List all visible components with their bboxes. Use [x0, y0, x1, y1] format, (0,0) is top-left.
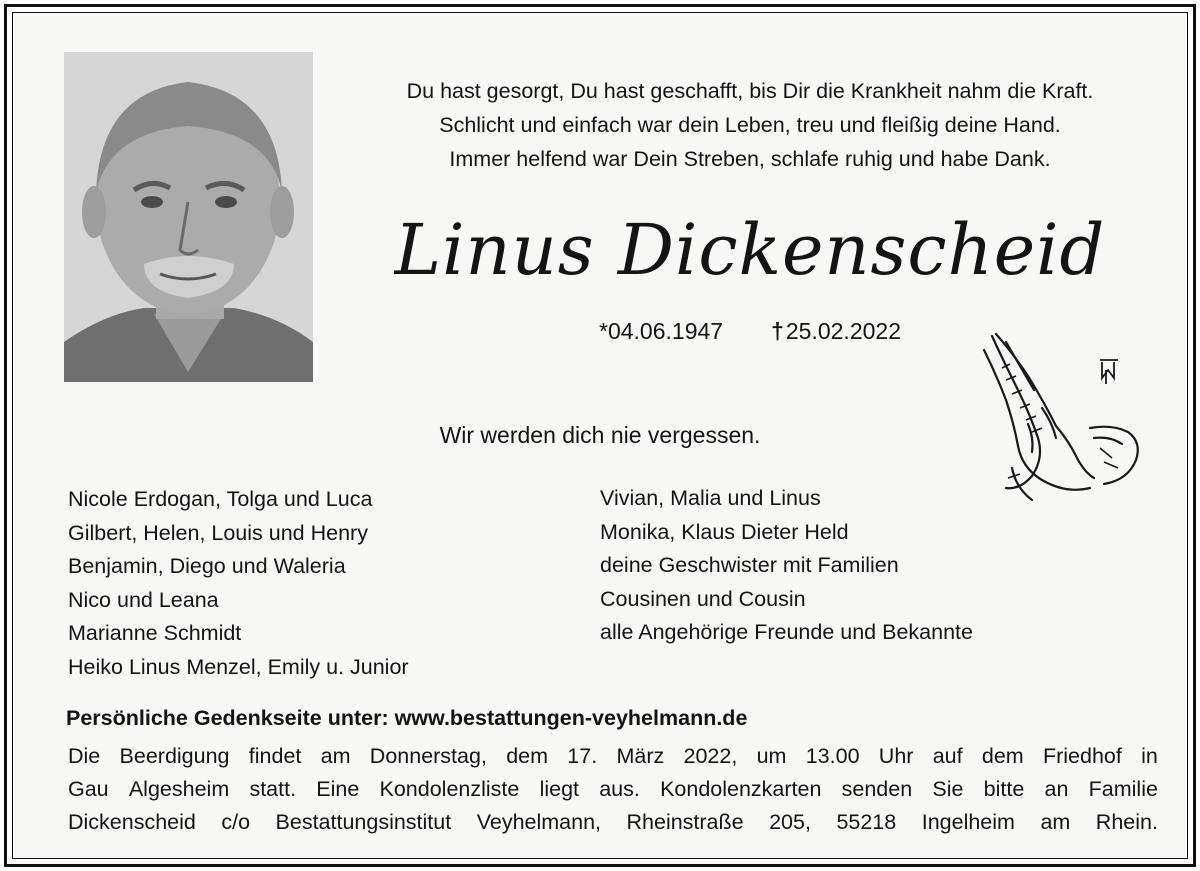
funeral-word: senden [841, 777, 913, 801]
funeral-word: auf [932, 744, 963, 768]
funeral-word: Die [68, 744, 101, 768]
funeral-word: aus. [599, 777, 640, 801]
funeral-word: 2022, [683, 744, 738, 768]
funeral-word: am [320, 744, 351, 768]
funeral-info [68, 740, 1158, 839]
poem-line: Du hast gesorgt, Du hast geschafft, bis Dir die Krankheit nahm die Kraft. [406, 79, 1094, 103]
funeral-word: Kondolenzkarten [660, 777, 822, 801]
funeral-word: Kondolenzliste [379, 777, 520, 801]
family-member-line: Gilbert, Helen, Louis und Henry [68, 520, 368, 545]
family-member-line: Marianne Schmidt [68, 621, 242, 645]
praying-hands-icon [972, 328, 1148, 506]
funeral-word: in [1141, 744, 1158, 768]
family-member-line: deine Geschwister mit Familien [600, 553, 899, 577]
funeral-word: Bestattungsinstitut [275, 810, 452, 834]
funeral-word: Sie [932, 777, 964, 801]
family-list-left [68, 483, 409, 684]
family-member-line: alle Angehörige Freunde und Bekannte [600, 620, 973, 644]
funeral-word: Dickenscheid [68, 810, 196, 834]
funeral-word: liegt [539, 777, 580, 801]
birth-date: *04.06.1947 [599, 318, 724, 344]
funeral-word: dem [506, 744, 549, 768]
family-member-line: Benjamin, Diego und Waleria [68, 554, 346, 578]
funeral-word: bitte [983, 777, 1025, 801]
funeral-word: März [616, 744, 665, 768]
poem-line: Immer helfend war Dein Streben, schlafe ruhig und habe Dank. [449, 147, 1051, 171]
funeral-word: Eine [316, 777, 360, 801]
funeral-word: statt. [249, 777, 297, 801]
funeral-word: Rheinstraße [626, 810, 744, 834]
poem [330, 74, 1170, 176]
family-list-right [600, 482, 973, 650]
family-member-line: Vivian, Malia und Linus [600, 486, 821, 510]
funeral-word: Donnerstag, [369, 744, 487, 768]
funeral-word: Veyhelmann, [476, 810, 602, 834]
funeral-info-line [68, 773, 1158, 806]
funeral-info-line [68, 740, 1158, 773]
funeral-word: am [1040, 810, 1071, 834]
death-date: 25.02.2022 [785, 318, 901, 344]
funeral-info-line [68, 806, 1158, 839]
family-member-line: Nicole Erdogan, Tolga und Luca [68, 487, 373, 511]
funeral-word: Uhr [878, 744, 914, 768]
funeral-word: um [756, 744, 787, 768]
funeral-word: Ingelheim [921, 810, 1015, 834]
funeral-word: c/o [221, 810, 251, 834]
cross-icon: † [771, 318, 784, 344]
deceased-name: Linus Dickenscheid [394, 209, 1106, 291]
funeral-word: dem [981, 744, 1024, 768]
funeral-word: Algesheim [128, 777, 230, 801]
portrait-photo [64, 52, 313, 382]
funeral-word: findet [248, 744, 302, 768]
funeral-word: Rhein. [1095, 810, 1158, 834]
family-member-line: Heiko Linus Menzel, Emily u. Junior [68, 654, 409, 679]
funeral-word: Familie [1088, 777, 1158, 801]
funeral-word: Gau [68, 777, 109, 801]
family-member-line: Nico und Leana [68, 587, 219, 612]
funeral-word: 13.00 [805, 744, 860, 768]
funeral-word: 17. [567, 744, 598, 768]
funeral-word: Friedhof [1042, 744, 1122, 768]
funeral-word: an [1044, 777, 1069, 801]
family-member-line: Monika, Klaus Dieter Held [600, 519, 849, 544]
memorial-page-link: Persönliche Gedenkseite unter: www.bestattungen-veyhelmann.de [66, 706, 748, 730]
poem-line: Schlicht und einfach war dein Leben, treu und fleißig deine Hand. [439, 113, 1061, 137]
funeral-word: Beerdigung [119, 744, 230, 768]
farewell-line: Wir werden dich nie vergessen. [439, 422, 761, 448]
family-member-line: Cousinen und Cousin [600, 586, 806, 611]
funeral-word: 205, [769, 810, 811, 834]
funeral-word: 55218 [836, 810, 897, 834]
